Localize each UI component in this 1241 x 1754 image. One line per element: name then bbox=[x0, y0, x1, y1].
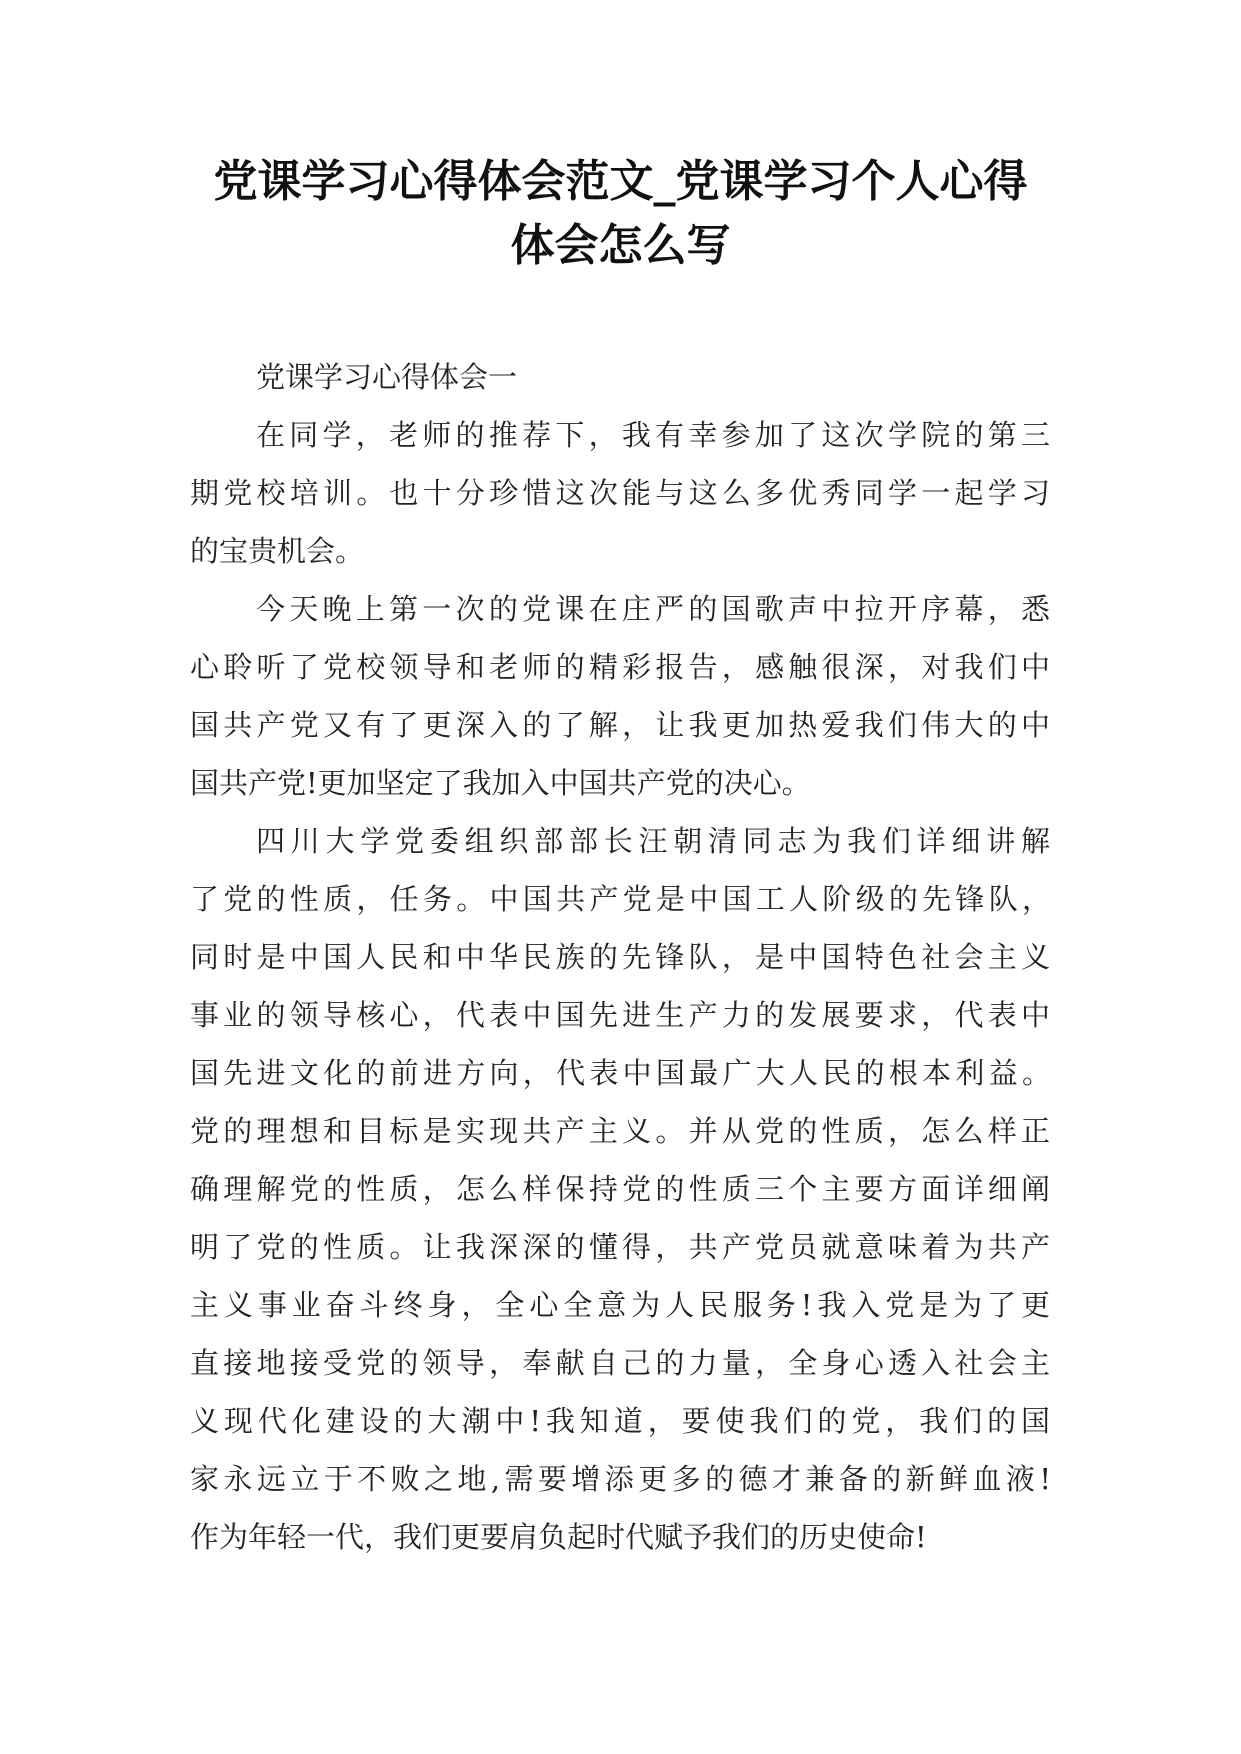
paragraph-line: 国共产党!更加坚定了我加入中国共产党的决心。 bbox=[190, 766, 811, 800]
paragraph-line: 了党的性质，任务。中国共产党是中国工人阶级的先锋队， bbox=[190, 882, 1050, 916]
paragraph-2 bbox=[190, 580, 1050, 812]
title-line: 党课学习心得体会范文_党课学习个人心得 bbox=[213, 156, 1028, 207]
title-line: 体会怎么写 bbox=[510, 220, 731, 271]
paragraph-line: 党的理想和目标是实现共产主义。并从党的性质，怎么样正 bbox=[190, 1114, 1050, 1148]
paragraph-line: 事业的领导核心，代表中国先进生产力的发展要求，代表中 bbox=[190, 998, 1050, 1032]
section-heading: 党课学习心得体会一 bbox=[256, 360, 518, 394]
paragraph-1 bbox=[190, 406, 1050, 580]
paragraph-line: 在同学，老师的推荐下，我有幸参加了这次学院的第三 bbox=[256, 418, 1050, 452]
document-body bbox=[190, 348, 1050, 1566]
paragraph-line: 家永远立于不败之地,需要增添更多的德才兼备的新鲜血液! bbox=[190, 1462, 1050, 1496]
paragraph-line: 的宝贵机会。 bbox=[190, 534, 365, 568]
paragraph-line: 心聆听了党校领导和老师的精彩报告，感触很深，对我们中 bbox=[190, 650, 1050, 684]
paragraph-line: 今天晚上第一次的党课在庄严的国歌声中拉开序幕，悉 bbox=[256, 592, 1050, 626]
paragraph-line: 明了党的性质。让我深深的懂得，共产党员就意味着为共产 bbox=[190, 1230, 1050, 1264]
paragraph-line: 同时是中国人民和中华民族的先锋队，是中国特色社会主义 bbox=[190, 940, 1050, 974]
paragraph-line: 期党校培训。也十分珍惜这次能与这么多优秀同学一起学习 bbox=[190, 476, 1050, 510]
paragraph-line: 确理解党的性质，怎么样保持党的性质三个主要方面详细阐 bbox=[190, 1172, 1050, 1206]
paragraph-3 bbox=[190, 812, 1050, 1566]
paragraph-line: 义现代化建设的大潮中!我知道，要使我们的党，我们的国 bbox=[190, 1404, 1050, 1438]
paragraph-line: 主义事业奋斗终身，全心全意为人民服务!我入党是为了更 bbox=[190, 1288, 1050, 1322]
document-title bbox=[150, 150, 1091, 278]
paragraph-line: 四川大学党委组织部部长汪朝清同志为我们详细讲解 bbox=[256, 824, 1050, 858]
paragraph-line: 国共产党又有了更深入的了解，让我更加热爱我们伟大的中 bbox=[190, 708, 1050, 742]
paragraph-line: 国先进文化的前进方向，代表中国最广大人民的根本利益。 bbox=[190, 1056, 1050, 1090]
paragraph-line: 直接地接受党的领导，奉献自己的力量，全身心透入社会主 bbox=[190, 1346, 1050, 1380]
paragraph-line: 作为年轻一代，我们更要肩负起时代赋予我们的历史使命! bbox=[190, 1520, 927, 1554]
